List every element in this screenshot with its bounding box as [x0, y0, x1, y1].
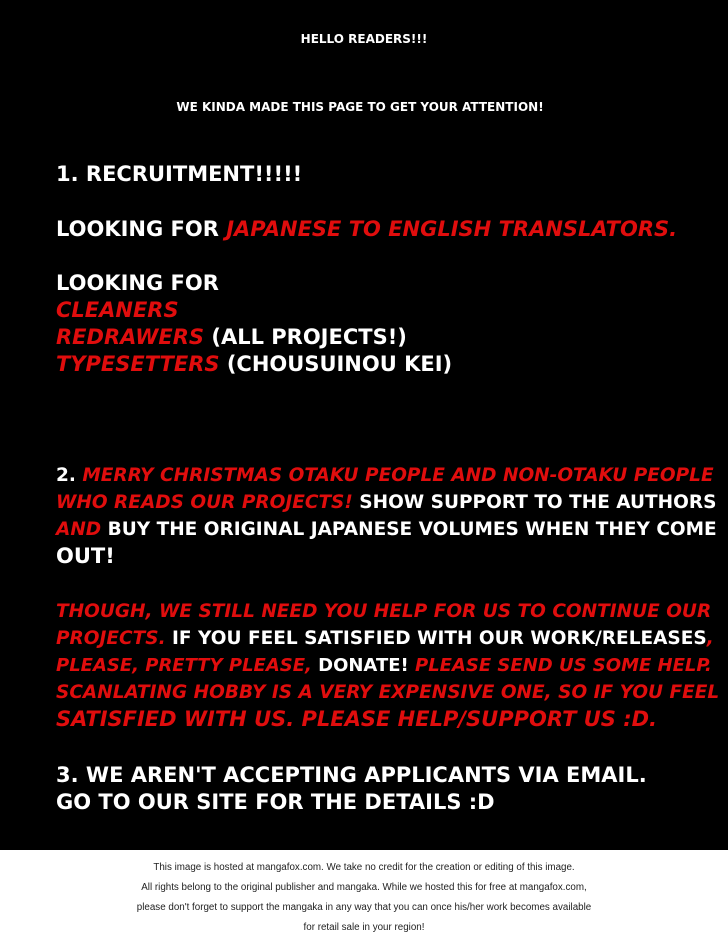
christmas-line-2 — [56, 489, 716, 516]
donate-line-2 — [56, 625, 714, 652]
page-title: HELLO READERS!!! — [300, 32, 428, 46]
applicants-line: 3. WE AREN'T ACCEPTING APPLICANTS VIA EMAIL. — [56, 763, 647, 787]
donate-line-5: SATISFIED WITH US. PLEASE HELP/SUPPORT US :D. — [56, 707, 658, 731]
donate-line-3 — [56, 652, 712, 679]
redrawers-note: (ALL PROJECTS!) — [204, 325, 407, 349]
site-details-line: GO TO OUR SITE FOR THE DETAILS :D — [56, 790, 495, 814]
section2-number: 2. — [56, 465, 83, 486]
translators-line — [56, 216, 677, 243]
recruitment-heading: 1. RECRUITMENT!!!!! — [56, 162, 303, 186]
pretty-please-text: PLEASE, PRETTY PLEASE, — [56, 655, 312, 676]
satisfied-text: IF YOU FEEL SATISFIED WITH OUR WORK/RELEASES — [165, 628, 707, 649]
and-text: AND — [56, 519, 102, 540]
typesetters-note: (CHOUSUINOU KEI) — [219, 352, 453, 376]
page-subtitle: WE KINDA MADE THIS PAGE TO GET YOUR ATTENTION! — [176, 100, 544, 114]
disclaimer-line-1: This image is hosted at mangafox.com. We take no credit for the creation or editing of this image. — [153, 862, 575, 873]
donate-line-1: THOUGH, WE STILL NEED YOU HELP FOR US TO CONTINUE OUR — [56, 601, 712, 622]
christmas-line-4: OUT! — [56, 544, 115, 568]
disclaimer-line-4: for retail sale in your region! — [303, 922, 425, 933]
christmas-line-1 — [56, 462, 714, 489]
support-text: SHOW SUPPORT TO THE AUTHORS — [352, 492, 717, 513]
donate-text: DONATE! — [311, 655, 409, 676]
translators-role: JAPANESE TO ENGLISH TRANSLATORS. — [226, 217, 678, 241]
buy-text: BUY THE ORIGINAL JAPANESE VOLUMES WHEN THEY COME — [101, 519, 717, 540]
disclaimer-line-2: All rights belong to the original publisher and mangaka. While we hosted this for free at mangafox.com, — [141, 882, 587, 893]
cleaners-line: CLEANERS — [56, 298, 179, 322]
comma-text: , — [706, 628, 714, 649]
redrawers-line — [56, 324, 407, 351]
readers-text: WHO READS OUR PROJECTS! — [56, 492, 353, 513]
redrawers-role: REDRAWERS — [56, 325, 205, 349]
looking-for-line: LOOKING FOR — [56, 271, 219, 295]
christmas-greeting: MERRY CHRISTMAS OTAKU PEOPLE AND NON-OTAKU PEOPLE — [82, 465, 714, 486]
typesetters-line — [56, 351, 452, 378]
translators-prefix: LOOKING FOR — [56, 217, 227, 241]
hosting-disclaimer — [0, 850, 728, 940]
disclaimer-line-3: please don't forget to support the mangaka in any way that you can once his/her work becomes available — [136, 902, 592, 913]
projects-text: PROJECTS. — [56, 628, 166, 649]
typesetters-role: TYPESETTERS — [56, 352, 220, 376]
send-help-text: PLEASE SEND US SOME HELP. — [408, 655, 712, 676]
donate-line-4: SCANLATING HOBBY IS A VERY EXPENSIVE ONE, SO IF YOU FEEL — [56, 682, 720, 703]
christmas-line-3 — [56, 516, 717, 543]
